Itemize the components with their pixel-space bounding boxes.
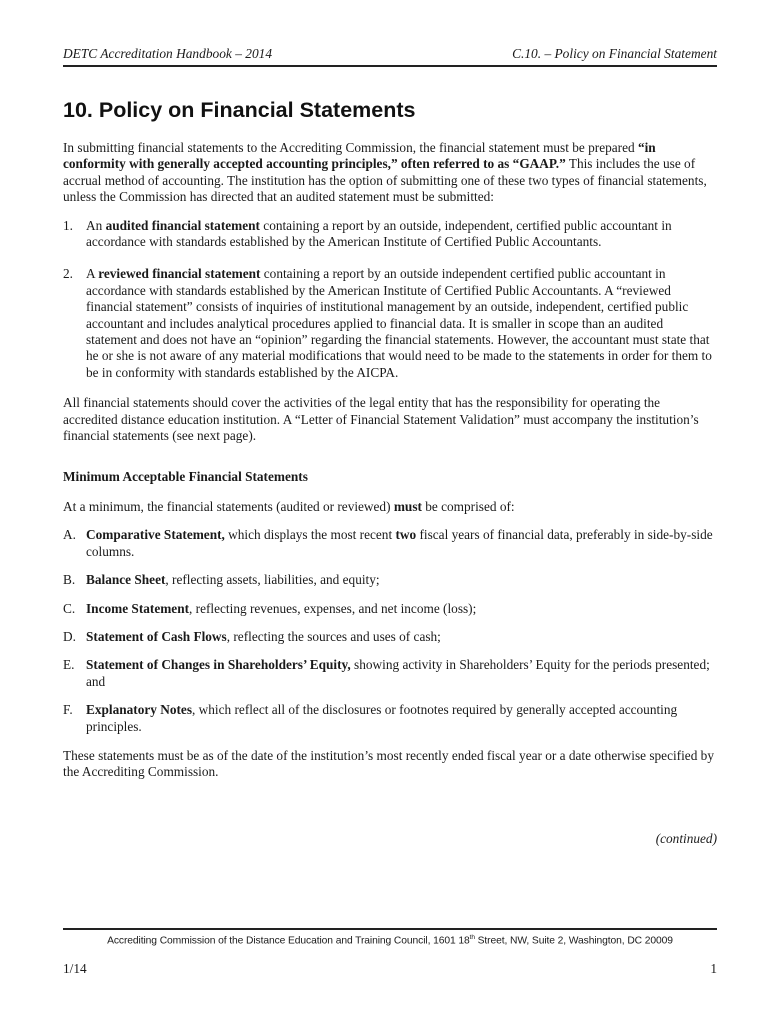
header-left: DETC Accreditation Handbook – 2014 (63, 46, 273, 61)
list-item: 1. An audited financial statement containing a report by an outside, independent, certified public accountant in accordance with standards established by the American Institute of Certified Public Accountants. (63, 217, 672, 250)
list-marker: 2. (63, 266, 73, 282)
list-item: C. Income Statement, reflecting revenues, expenses, and net income (loss); (63, 600, 477, 616)
list-marker: C. (63, 600, 76, 616)
list-marker: A. (63, 527, 76, 543)
list-item: E. Statement of Changes in Shareholders’ Equity, showing activity in Shareholders’ Equity for the periods presented; and (63, 657, 710, 689)
list-item: F. Explanatory Notes, which reflect all of the disclosures or footnotes required by generally accepted accounting principles. (63, 702, 678, 734)
page-number: 1 (710, 961, 717, 976)
list-item: B. Balance Sheet, reflecting assets, liabilities, and equity; (63, 572, 380, 588)
list-marker: E. (63, 657, 75, 673)
continued-note: (continued) (655, 831, 717, 846)
list-item: D. Statement of Cash Flows, reflecting the sources and uses of cash; (63, 628, 441, 644)
header-right: C.10. – Policy on Financial Statement (512, 46, 717, 61)
page-count: 1/14 (63, 961, 87, 976)
intro-paragraph: In submitting financial statements to the Accrediting Commission, the financial statement must be prepared “in conformity with generally accepted accounting principles,” often referred to as “GAAP.” This includes the use of accrual method of accounting. The institution has the option of submitting one of these two types of financial statements, unless the Commission has directed that an audited statement must be submitted: (63, 140, 707, 205)
list-item: A. Comparative Statement, which displays the most recent two fiscal years of financial data, preferably in side-by-side columns. (63, 527, 713, 559)
list-marker: B. (63, 572, 76, 588)
coverage-paragraph: All financial statements should cover the activities of the legal entity that has the responsibility for operating the accredited distance education institution. A “Letter of Financial Statement Validation” must accompany the institution’s financial statements (see next page). (63, 395, 699, 444)
page-title: 10. Policy on Financial Statements (63, 98, 416, 122)
footer-divider (63, 928, 717, 930)
list-marker: 1. (63, 217, 73, 233)
document-body (63, 140, 717, 781)
list-item: 2. A reviewed financial statement containing a report by an outside independent certified public accountant in accordance with standards established by the American Institute of Certified Public Accountants. A “reviewed financial statement” consists of inquiries of institutional management by an outside, independent, certified public accountant and includes analytical procedures applied to financial data. It is smaller in scope than an audited statement and does not have an “opinion” regarding the financial statements. However, the accountant must state that he or she is not aware of any material modifications that would need to be made to the statements in order for them to be in conformity with standards established by the AICPA. (63, 266, 712, 380)
minimum-paragraph: At a minimum, the financial statements (audited or reviewed) must be comprised of: (63, 498, 515, 514)
list-marker: F. (63, 702, 73, 718)
footer-address: Accrediting Commission of the Distance Education and Training Council, 1601 18th Street, NW, Suite 2, Washington, DC 20009 (107, 934, 673, 947)
closing-paragraph: These statements must be as of the date of the institution’s most recently ended fiscal year or a date otherwise specified by the Accrediting Commission. (63, 747, 714, 780)
list-marker: D. (63, 628, 76, 644)
running-header (63, 46, 717, 67)
gaap-emphasis: “in conformity with generally accepted accounting principles,” often referred to as “GAAP.” (63, 140, 656, 172)
section-subheading: Minimum Acceptable Financial Statements (63, 468, 308, 484)
